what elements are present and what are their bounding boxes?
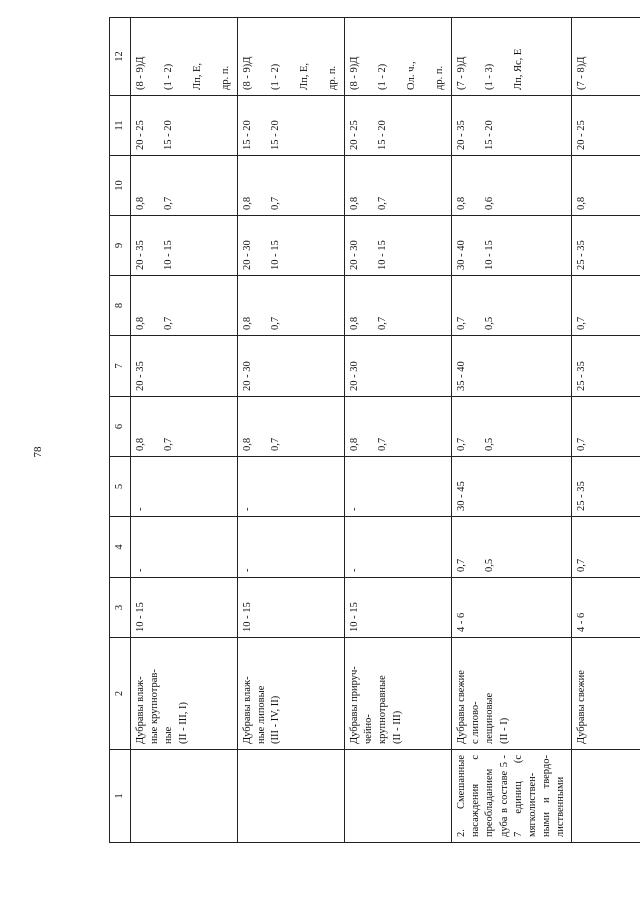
table-cell: (7 - 8)Д	[572, 18, 640, 96]
table-cell	[131, 750, 238, 843]
header-cell: 2	[110, 638, 131, 750]
table-cell: 10 - 15	[238, 578, 345, 638]
header-cell: 8	[110, 276, 131, 336]
table-cell: 10 - 15	[131, 578, 238, 638]
table-cell: 0,8 0,6	[452, 156, 572, 216]
table-cell: 25 - 35	[572, 216, 640, 276]
table-cell: -	[238, 457, 345, 517]
rotated-table-wrapper	[109, 18, 607, 843]
table-row	[572, 18, 640, 843]
table-cell: -	[131, 457, 238, 517]
header-cell: 10	[110, 156, 131, 216]
table-cell: 20 - 35 15 - 20	[452, 96, 572, 156]
header-cell: 11	[110, 96, 131, 156]
header-cell: 7	[110, 336, 131, 397]
header-cell: 1	[110, 750, 131, 843]
table-cell: 10 - 15	[345, 578, 452, 638]
forest-stand-table	[109, 17, 640, 843]
table-cell: Дубравы свежие	[572, 638, 640, 750]
table-cell: 20 - 35	[131, 336, 238, 397]
table-cell: 4 - 6	[572, 578, 640, 638]
table-cell: 0,8 0,7	[131, 276, 238, 336]
table-cell: 20 - 30	[345, 336, 452, 397]
table-cell: Дубравы влаж- ные липовые (III - IV, II)	[238, 638, 345, 750]
table-cell: Дубравы прируч- чейно- крупнотравные (II - III)	[345, 638, 452, 750]
table-cell: 20 - 25 15 - 20	[345, 96, 452, 156]
table-cell: 2. Смешанные насаждения с преобладанием дуба в составе 5 - 7 единиц (с мягколиствен-ными и твердо-лиственными	[452, 750, 572, 843]
table-cell: 0,8 0,7	[131, 397, 238, 457]
table-cell: 30 - 45	[452, 457, 572, 517]
table-cell: 35 - 40	[452, 336, 572, 397]
table-cell: -	[238, 517, 345, 578]
table-cell: 0,7	[572, 397, 640, 457]
table-cell: 0,8 0,7	[345, 397, 452, 457]
table-cell: 20 - 25 15 - 20	[131, 96, 238, 156]
table-cell: 0,7 0,5	[452, 276, 572, 336]
header-cell: 4	[110, 517, 131, 578]
table-cell: 20 - 30 10 - 15	[345, 216, 452, 276]
table-row	[238, 18, 345, 843]
table-cell: 0,8 0,7	[345, 276, 452, 336]
table-cell: 20 - 35 10 - 15	[131, 216, 238, 276]
table-cell: 0,8 0,7	[238, 276, 345, 336]
table-cell: 30 - 40 10 - 15	[452, 216, 572, 276]
table-cell	[238, 750, 345, 843]
table-cell	[345, 750, 452, 843]
header-cell: 9	[110, 216, 131, 276]
header-cell: 5	[110, 457, 131, 517]
table-cell: 0,7	[572, 517, 640, 578]
table-cell: 0,7 0,5	[452, 397, 572, 457]
table-cell: Дубравы свежие с липово- лещиновые (II - I)	[452, 638, 572, 750]
table-row	[131, 18, 238, 843]
header-cell: 3	[110, 578, 131, 638]
table-cell: 0,8 0,7	[238, 397, 345, 457]
table-cell: 0,7 0,5	[452, 517, 572, 578]
table-cell: 15 - 20 15 - 20	[238, 96, 345, 156]
table-cell: Дубравы влаж- ные крупнотрав- ные (II - III, I)	[131, 638, 238, 750]
table-row	[345, 18, 452, 843]
table-cell: 25 - 35	[572, 457, 640, 517]
table-cell: 0,8	[572, 156, 640, 216]
table-cell: 4 - 6	[452, 578, 572, 638]
table-cell: (8 - 9)Д (1 - 2) Ол. ч., др. п.	[345, 18, 452, 96]
table-cell: 0,8 0,7	[131, 156, 238, 216]
table-cell	[572, 750, 640, 843]
table-cell: -	[345, 457, 452, 517]
page-number: 78	[32, 446, 44, 458]
header-cell: 12	[110, 18, 131, 96]
table-cell: 0,8 0,7	[345, 156, 452, 216]
table-cell: 20 - 30 10 - 15	[238, 216, 345, 276]
table-cell: (8 - 9)Д (1 - 2) Лп, Е, др. п.	[131, 18, 238, 96]
table-cell: -	[345, 517, 452, 578]
table-cell: 20 - 25	[572, 96, 640, 156]
table-cell: 0,7	[572, 276, 640, 336]
table-cell: -	[131, 517, 238, 578]
table-cell: (8 - 9)Д (1 - 2) Лп, Е, др. п.	[238, 18, 345, 96]
table-cell: 25 - 35	[572, 336, 640, 397]
table-cell: 0,8 0,7	[238, 156, 345, 216]
table-cell: (7 - 9)Д (1 - 3) Лп, Яс, Е	[452, 18, 572, 96]
header-cell: 6	[110, 397, 131, 457]
header-row	[110, 18, 131, 843]
table-row	[452, 18, 572, 843]
table-cell: 20 - 30	[238, 336, 345, 397]
